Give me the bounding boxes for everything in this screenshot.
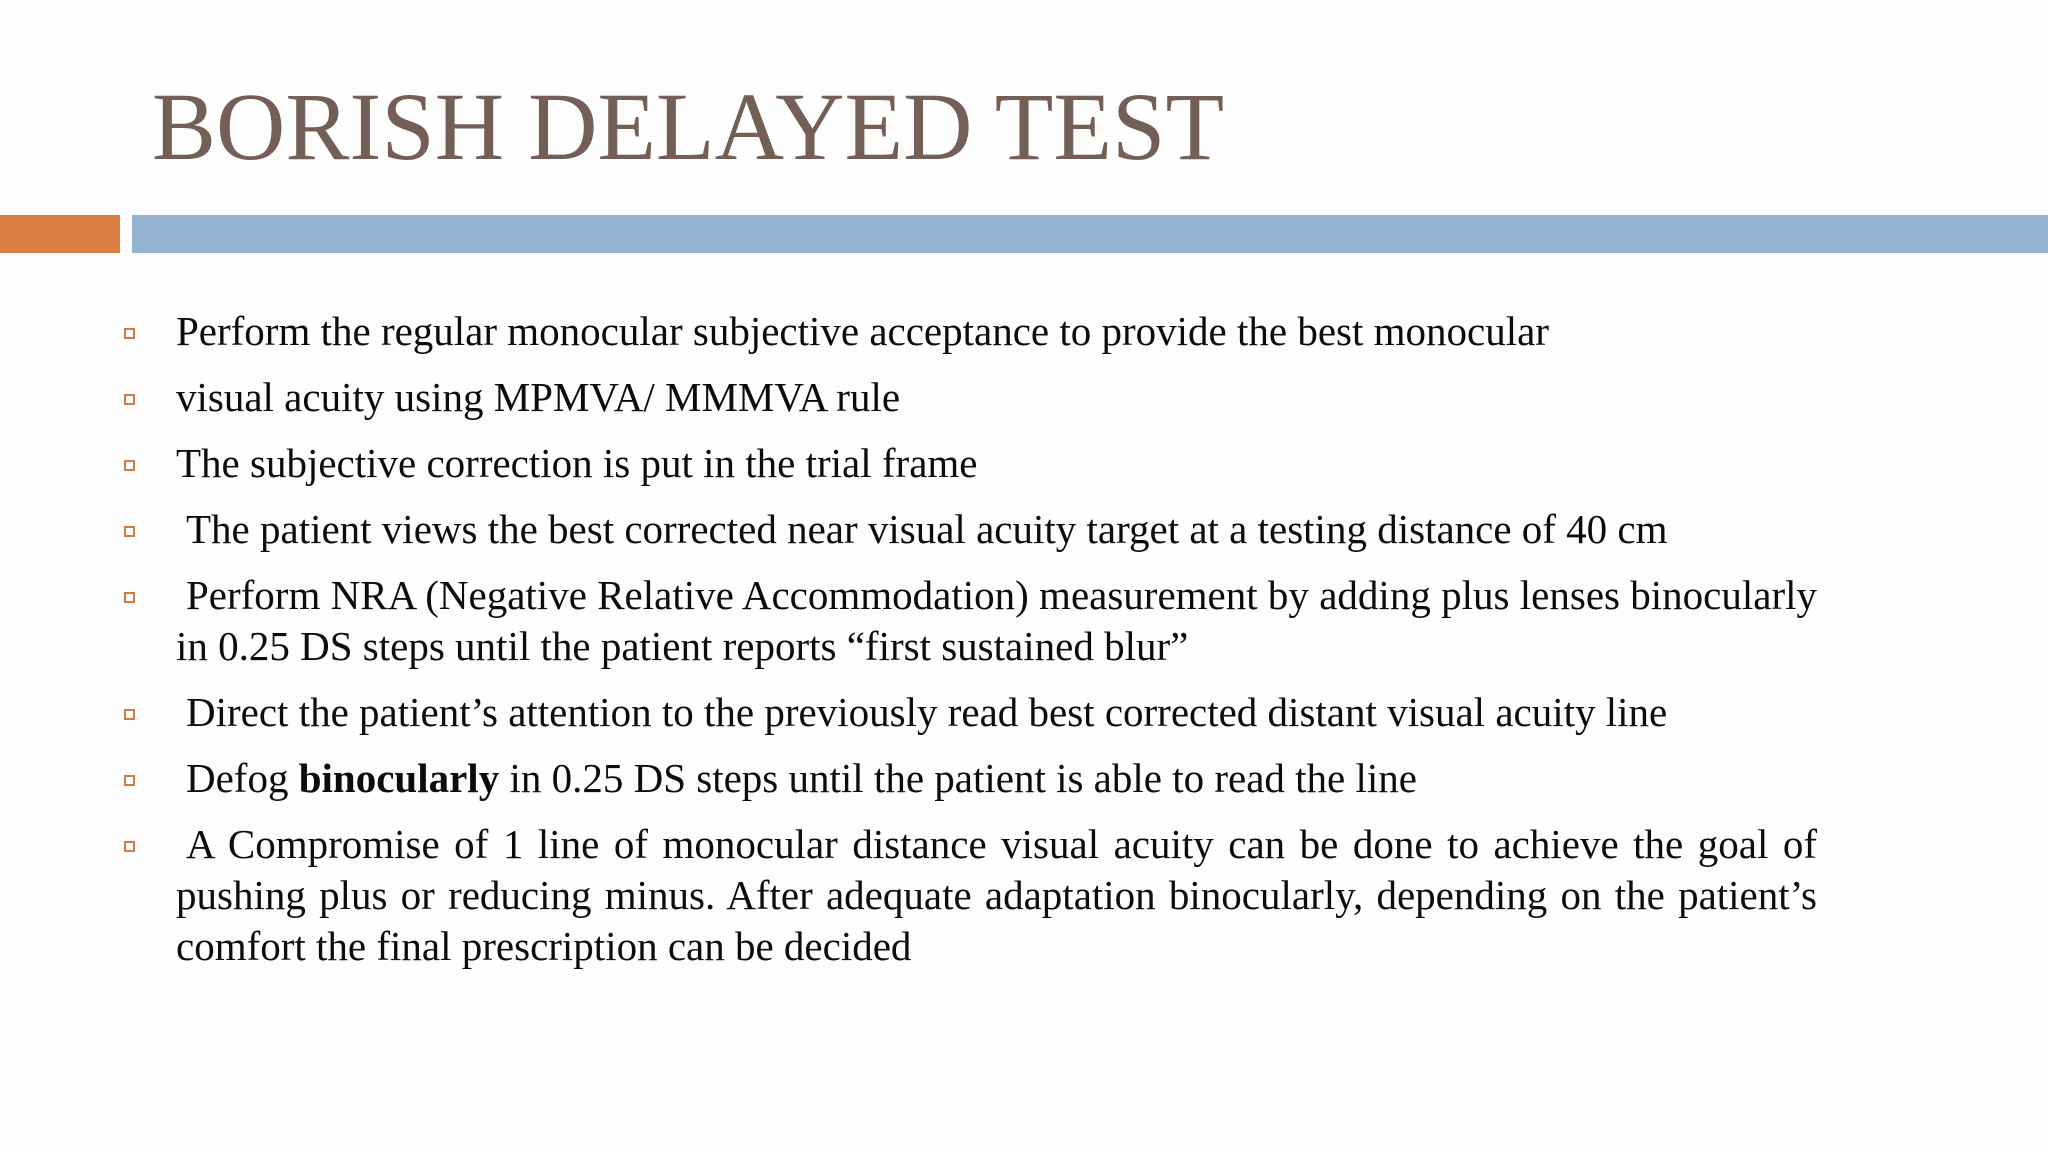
- list-item: [0, 306, 1817, 357]
- hollow-square-icon: [124, 460, 135, 471]
- list-item-text: [186, 755, 1417, 801]
- hollow-square-icon: [124, 775, 135, 786]
- list-item-text: Perform the regular monocular subjective acceptance to provide the best monocular: [176, 308, 1549, 354]
- list-item-text: Perform NRA (Negative Relative Accommodation) measurement by adding plus lenses binocularly in 0.25 DS steps until the patient reports “first sustained blur”: [176, 572, 1817, 669]
- list-item: [0, 438, 1817, 489]
- list-item: [0, 504, 1817, 555]
- list-item-text: Direct the patient’s attention to the previously read best corrected distant visual acuity line: [186, 689, 1668, 735]
- list-item: [0, 570, 1817, 672]
- list-item: [0, 372, 1817, 423]
- text-segment: Defog: [186, 755, 299, 801]
- hollow-square-icon: [124, 394, 135, 405]
- list-item: [0, 687, 1817, 738]
- text-segment: in 0.25 DS steps until the patient is able to read the line: [499, 755, 1417, 801]
- title-divider-bar: [132, 215, 2048, 253]
- hollow-square-icon: [124, 592, 135, 603]
- hollow-square-icon: [124, 841, 135, 852]
- list-item: [0, 819, 1817, 972]
- hollow-square-icon: [124, 328, 135, 339]
- list-item-text: visual acuity using MPMVA/ MMMVA rule: [176, 374, 901, 420]
- slide-title: BORISH DELAYED TEST: [152, 73, 1225, 180]
- list-item: [0, 753, 1817, 804]
- list-item-text: The subjective correction is put in the trial frame: [176, 440, 978, 486]
- list-item-text: The patient views the best corrected near visual acuity target at a testing distance of 40 cm: [186, 506, 1668, 552]
- hollow-square-icon: [124, 709, 135, 720]
- title-accent-bar: [0, 215, 120, 253]
- list-item-text: A Compromise of 1 line of monocular distance visual acuity can be done to achieve the goal of pushing plus or reducing minus. After adequate adaptation binocularly, depending on the patient’s comfort the final prescription can be decided: [176, 821, 1817, 969]
- emphasis-text: binocularly: [298, 755, 500, 801]
- bullet-list: [0, 306, 2048, 987]
- hollow-square-icon: [124, 526, 135, 537]
